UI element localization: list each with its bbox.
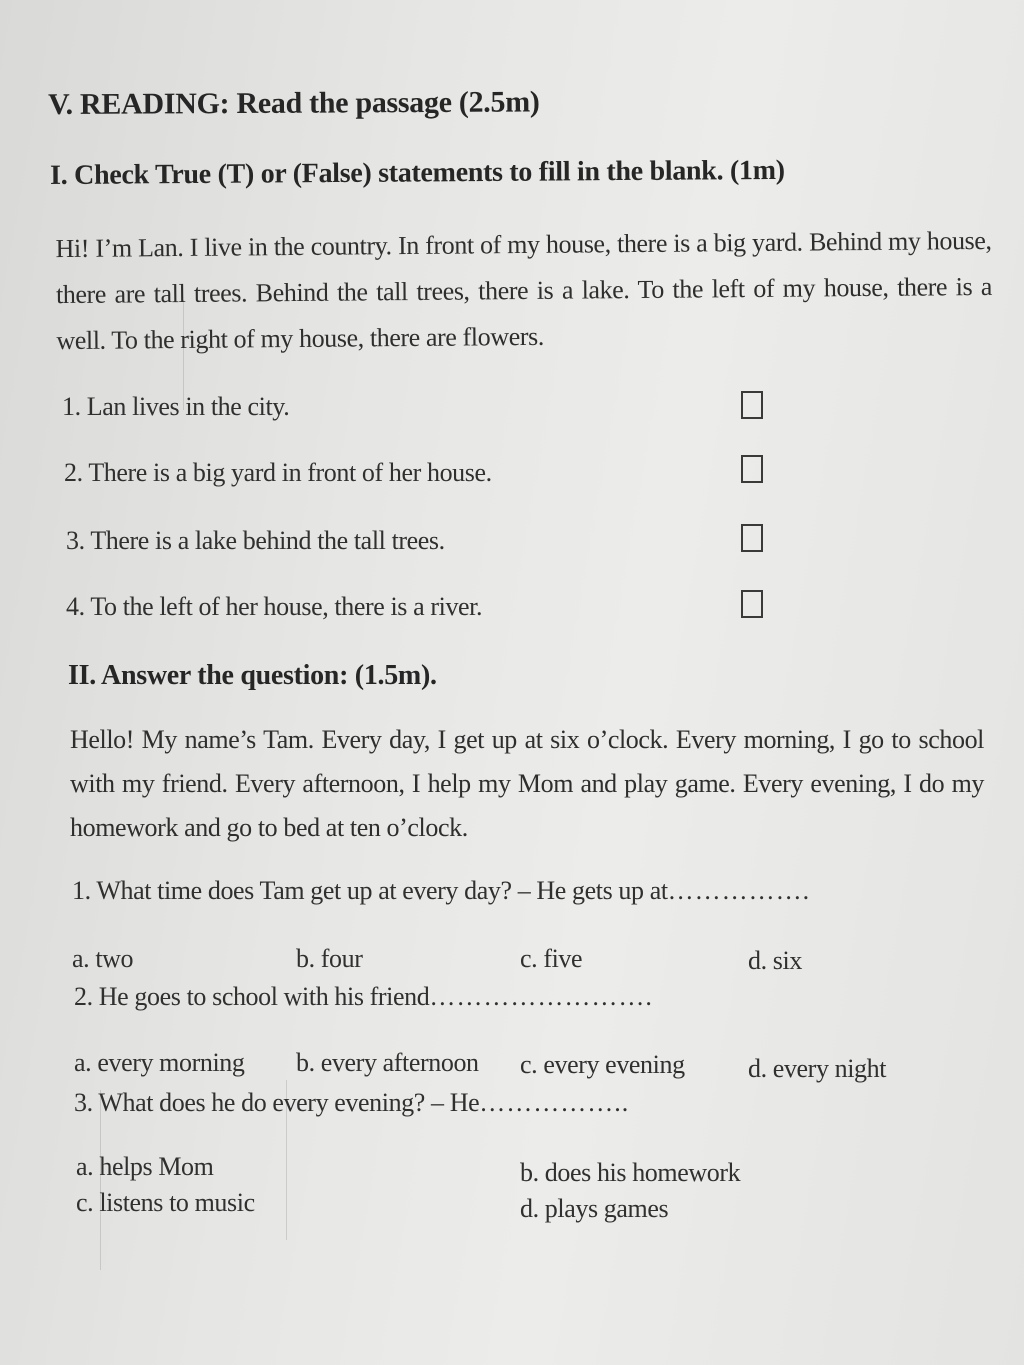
question-3-text: 3. What does he do every evening? – He bbox=[74, 1088, 480, 1117]
q1-option-b[interactable]: b. four bbox=[296, 944, 363, 973]
answer-box-2[interactable] bbox=[741, 455, 763, 483]
q3-option-d[interactable]: d. plays games bbox=[520, 1194, 669, 1223]
question-2 bbox=[74, 982, 653, 1012]
part1-passage: Hi! I’m Lan. I live in the country. In front of my house, there is a big yard. Behind my house, there are tall trees. Behind the tall trees, there is a lake. To the left of my house, there is a well. To the right of my house, there are flowers. bbox=[55, 225, 993, 356]
answer-box-1[interactable] bbox=[741, 391, 763, 419]
q3-option-b[interactable]: b. does his homework bbox=[520, 1158, 741, 1187]
q2-option-d[interactable]: d. every night bbox=[748, 1054, 887, 1083]
q3-option-a[interactable]: a. helps Mom bbox=[76, 1152, 214, 1181]
answer-box-4[interactable] bbox=[741, 590, 763, 618]
question-1-text: 1. What time does Tam get up at every day? – He gets up at bbox=[72, 876, 668, 905]
statement-1: 1. Lan lives in the city. bbox=[62, 392, 290, 421]
answer-blank-2[interactable]: ……………………. bbox=[429, 982, 653, 1011]
q3-option-c[interactable]: c. listens to music bbox=[76, 1188, 255, 1217]
q2-option-a[interactable]: a. every morning bbox=[74, 1048, 245, 1077]
question-2-text: 2. He goes to school with his friend bbox=[74, 982, 430, 1011]
q1-option-d[interactable]: d. six bbox=[748, 946, 802, 975]
statement-4: 4. To the left of her house, there is a river. bbox=[66, 592, 483, 621]
answer-blank-1[interactable]: ……………. bbox=[667, 876, 811, 905]
section-title: V. READING: Read the passage (2.5m) bbox=[48, 85, 540, 121]
question-1 bbox=[72, 876, 810, 906]
part2-title: II. Answer the question: (1.5m). bbox=[68, 660, 437, 691]
part2-passage: Hello! My name’s Tam. Every day, I get up at six o’clock. Every morning, I go to school with my friend. Every afternoon, I help my Mom and play game. Every evening, I do my homework and go to bed at ten o’clock. bbox=[70, 725, 984, 842]
q2-option-b[interactable]: b. every afternoon bbox=[296, 1048, 479, 1077]
answer-box-3[interactable] bbox=[741, 524, 763, 552]
answer-blank-3[interactable]: …………….. bbox=[479, 1088, 630, 1117]
statement-2: 2. There is a big yard in front of her house. bbox=[64, 458, 492, 487]
q1-option-a[interactable]: a. two bbox=[72, 944, 134, 973]
statement-3: 3. There is a lake behind the tall trees. bbox=[66, 526, 445, 555]
q1-option-c[interactable]: c. five bbox=[520, 944, 583, 973]
question-3 bbox=[74, 1088, 629, 1118]
q2-option-c[interactable]: c. every evening bbox=[520, 1050, 685, 1079]
part1-title: I. Check True (T) or (False) statements to fill in the blank. (1m) bbox=[50, 154, 785, 191]
